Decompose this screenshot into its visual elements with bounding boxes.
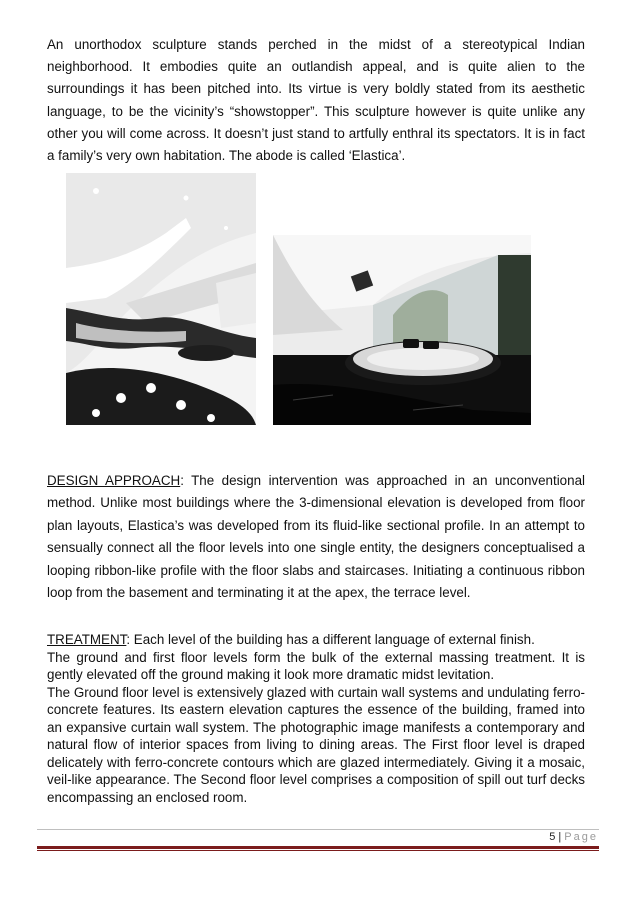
footer-divider-thick	[37, 846, 599, 849]
intro-paragraph: An unorthodox sculpture stands perched in the midst of a stereotypical Indian neighborhood. It embodies quite an outlandish appeal, and is quite alien to the surroundings it has been pitched into. Its virtue is very boldly stated from its aesthetic language, to be the vicinity’s “showstopper”. This sculpture however is quite unlike any other you will come across. It doesn’t just stand to artfully enthral its spectators. It is in fact a family’s very own habitation. The abode is called ‘Elastica’.	[47, 37, 585, 164]
interior-photo-living	[66, 173, 256, 425]
design-approach-heading: DESIGN APPROACH	[47, 473, 181, 488]
treatment-line-1: : Each level of the building has a different language of external finish.	[126, 632, 535, 647]
treatment-section	[47, 631, 585, 806]
interior-photo-bedroom	[273, 235, 531, 425]
design-approach-text: : The design intervention was approached in an unconventional method. Unlike most buildings where the 3-dimensional elevation is developed from floor plan layouts, Elastica’s was developed from its fluid-like sectional profile. In an attempt to sensually connect all the floor levels into one single entity, the designers conceptualised a looping ribbon-like profile with the floor slabs and staircases. Initiating a continuous ribbon loop from the basement and terminating it at the apex, the terrace level.	[47, 473, 585, 601]
page-number-footer	[549, 831, 598, 843]
footer-divider-line	[37, 850, 599, 851]
design-approach-paragraph	[47, 470, 585, 604]
page-number: 5	[549, 831, 556, 843]
treatment-line-3: The Ground floor level is extensively glazed with curtain wall systems and undulating ferro-concrete features. Its eastern elevation captures the essence of the building, framed into an expansive curtain wall system. The photographic image manifests a contemporary and natural flow of interior spaces from living to dining areas. The First floor level is draped delicately with ferro-concrete contours which are glazed intermediately. Giving it a mosaic, veil-like appearance. The Second floor level comprises a composition of spill out turf decks encompassing an enclosed room.	[47, 684, 585, 805]
treatment-line-2: The ground and first floor levels form the bulk of the external massing treatment. It is gently elevated off the ground making it look more dramatic midst levitation.	[47, 649, 585, 682]
treatment-intro-line	[47, 631, 585, 649]
footer-divider-thin	[37, 829, 599, 830]
page-word: Page	[564, 831, 598, 843]
page-separator: |	[555, 831, 565, 843]
treatment-heading: TREATMENT	[47, 632, 127, 647]
